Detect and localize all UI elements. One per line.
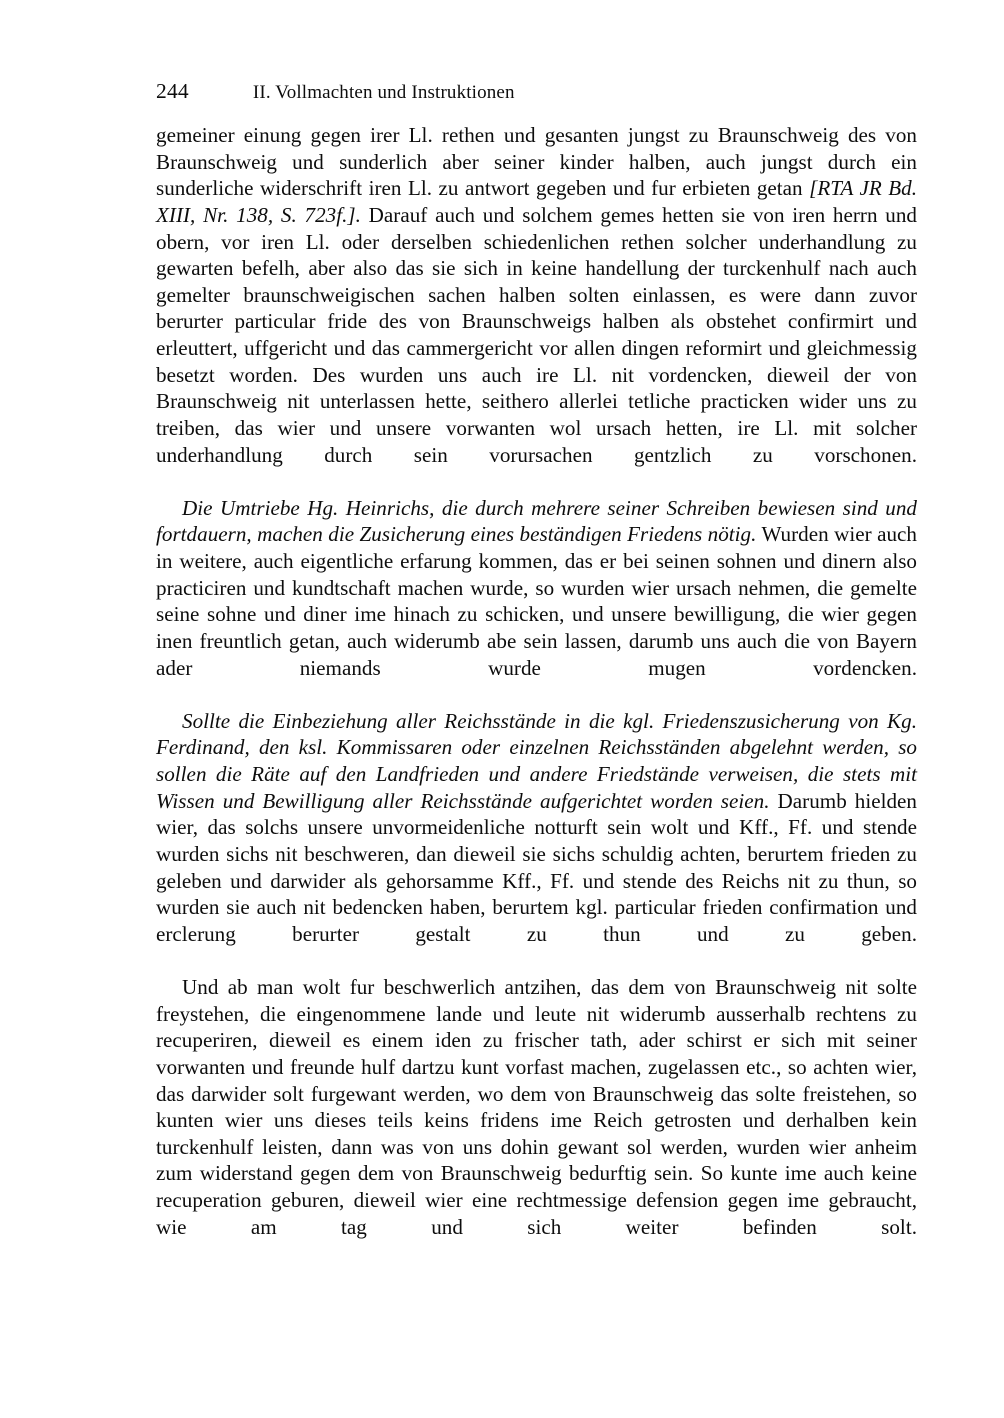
roman-run: gemeiner einung gegen irer Ll. rethen und gesanten jungst zu Braunschweig des von Braunschweig und sunderlich aber seiner kinder halben, auch jungst durch ein sunderliche widerschrift iren Ll. zu antwort gegeben und fur erbieten getan [156, 123, 917, 201]
italic-run: [RTA JR Bd. XIII, Nr. 138, S. 723f.]. [156, 176, 918, 227]
roman-run: Darauf auch und solchem gemes hetten sie von iren herrn und obern, vor iren Ll. oder derselben schiedenlichen rethen solcher underhandlung zu gewarten befelh, aber also das sie sich in keine handellung der turckenhulf nach auch gemelter braunschweigischen sachen halben solten einlassen, es were dann zuvor berurter particular fride des von Braunschweigs halben als obstehet confirmirt und erleuttert, uffgericht und das cammergericht vor allen dingen reformirt und gleichmessig besetzt worden. Des wurden uns auch ire Ll. nit vordencken, dieweil der von Braunschweig nit unterlassen hette, seithero allerlei tetliche practicken wider uns zu treiben, das wier und unsere vorwanten wol ursach hetten, ire Ll. mit solcher underhandlung durch sein vorursachen gentzlich zu vorschonen. [156, 202, 917, 467]
paragraph [156, 122, 917, 495]
roman-run: Darumb hielden wier, das solchs unsere unvormeidenliche notturft sein wolt und Kff., Ff. und stende wurden sichs nit beschweren, dan dieweil sie sichs schuldig achten, berurtem frieden zu geleben und darwider als gehorsamme Kff., Ff. und stende des Reichs nit zu thun, so wurden sie auch nit bedencken haben, berurtem kgl. particular frieden confirmation und erclerung berurter gestalt zu thun und zu geben. [156, 788, 917, 946]
italic-run: Die Umtriebe Hg. Heinrichs, die durch mehrere seiner Schreiben bewiesen sind und fortdauern, machen die Zusicherung eines beständigen Friedens nötig. [156, 495, 917, 547]
roman-run: Und ab man wolt fur beschwerlich antzihen, das dem von Braunschweig nit solte freystehen, die eingenommene lande und leute nit widerumb ausserhalb rechtens zu recuperiren, dieweil es einem iden zu frischer tath, ader schirst er sich mit seiner vorwanten und freunde hulf dartzu kunt vorfast machen, zugelassen etc., so achten wier, das darwider solt furgewant werden, wo dem von Braunschweig das solte freistehen, so kunten wier uns dieses teils keins fridens ime Reich getrosten und derhalben kein turckenhulf leisten, dann was von uns dohin gewant sol werden, wurden wier anheim zum widerstand gegen dem von Braunschweig bedurftig sein. So kunte ime auch keine recuperation geburen, dieweil wier eine rechtmessige defension gegen ime gebraucht, wie am tag und sich weiter befinden solt. [156, 975, 917, 1239]
running-head-title: II. Vollmachten und Instruktionen [252, 82, 515, 103]
paragraph [156, 708, 917, 974]
paragraph [156, 495, 917, 708]
page-body-text [156, 122, 917, 1267]
running-head [156, 78, 916, 104]
page-number: 244 [156, 79, 189, 103]
paragraph [156, 974, 917, 1267]
roman-run: Wurden wier auch in weitere, auch eigentliche erfarung kommen, das er bei seinen sohnen und dinern also practiciren und kundtschaft machen wurde, so wurden wier ursach nehmen, die gemelte seine sohne und diner ime hinach zu schicken, und unsere bewilligung, die wier gegen inen freuntlich getan, auch widerumb abe sein lassen, darumb uns auch die von Bayern ader niemands wurde mugen vordencken. [156, 522, 917, 680]
italic-run: Sollte die Einbeziehung aller Reichsstände in die kgl. Friedenszusicherung von Kg. Ferdinand, den ksl. Kommissaren oder einzelnen Reichsständen abgelehnt werden, so sollen die Räte auf den Landfrieden und andere Friedstände verweisen, die stets mit Wissen und Bewilligung aller Reichsstände aufgerichtet worden seien. [156, 708, 917, 813]
